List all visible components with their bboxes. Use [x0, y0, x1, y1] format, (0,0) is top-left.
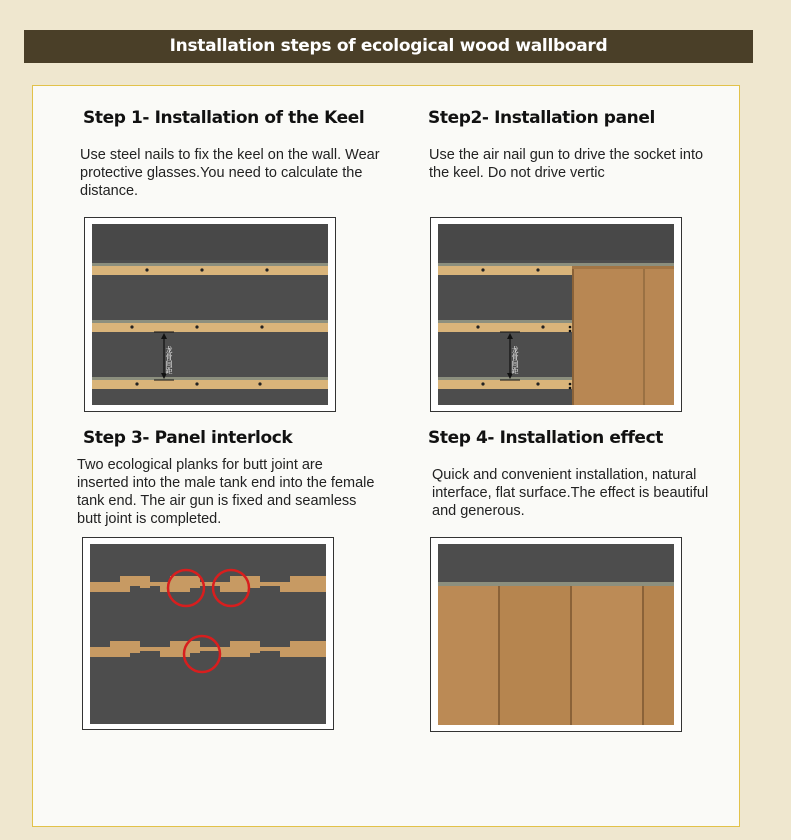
step-1-description: Use steel nails to fix the keel on the wall. Wear protective glasses.You need to calculate the distance.	[80, 147, 380, 199]
step-3-image	[82, 537, 334, 730]
installation-effect-illustration	[438, 544, 674, 725]
step-2-image	[430, 217, 682, 412]
page-banner	[24, 30, 753, 63]
step-3-title: Step 3- Panel interlock	[83, 428, 293, 448]
keel-distance-label: 龙骨间距	[511, 346, 519, 374]
step-3-description: Two ecological planks for butt joint are inserted into the male tank end into the female tank end. The air gun is fixed and seamless butt joint is completed.	[77, 457, 375, 527]
keel-distance-label: 龙骨间距	[165, 346, 173, 374]
panel-interlock-illustration	[90, 544, 326, 724]
step-1-image	[84, 217, 336, 412]
keel-installation-illustration	[92, 224, 328, 405]
content-panel	[32, 85, 740, 827]
panel-installation-illustration	[438, 224, 674, 405]
banner-title: Installation steps of ecological wood wallboard	[169, 36, 608, 56]
step-2-description: Use the air nail gun to drive the socket into the keel. Do not drive vertic	[429, 147, 704, 181]
step-2-title: Step2- Installation panel	[428, 108, 655, 128]
step-4-image	[430, 537, 682, 732]
step-4-description: Quick and convenient installation, natural interface, flat surface.The effect is beautiful and generous.	[432, 467, 709, 519]
step-1-title: Step 1- Installation of the Keel	[83, 108, 365, 128]
step-4-title: Step 4- Installation effect	[428, 428, 663, 448]
